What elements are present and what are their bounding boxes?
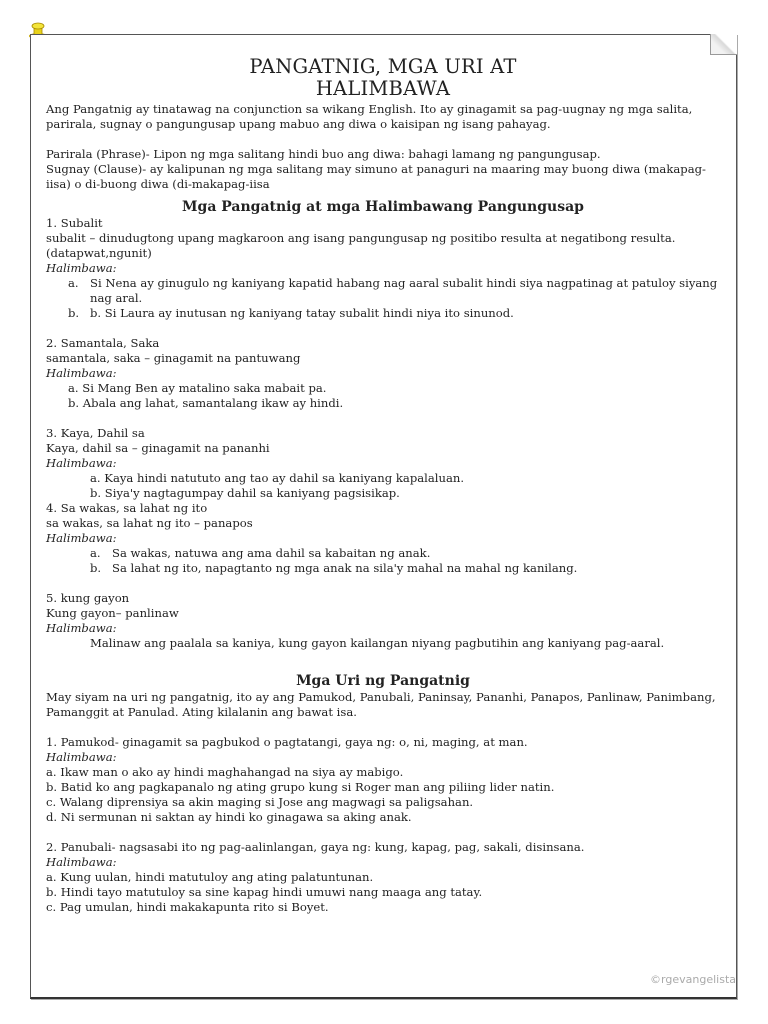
item3-definition: Kaya, dahil sa – ginagamit na pananhi	[46, 441, 270, 455]
pamukod-heading: 1. Pamukod- ginagamit sa pagbukod o pagtatangi, gaya ng: o, ni, maging, at man.	[46, 735, 528, 749]
example-label: Halimbawa:	[46, 750, 117, 764]
title-line1: PANGATNIG, MGA URI AT	[249, 55, 517, 78]
parirala-definition: Parirala (Phrase)- Lipon ng mga salitang hindi buo ang diwa: bahagi lamang ng pangungusap.	[46, 147, 601, 161]
item2-example-b: b. Abala ang lahat, samantalang ikaw ay hindi.	[68, 396, 344, 410]
item3-example-a: a. Kaya hindi natututo ang tao ay dahil sa kaniyang kapalaluan.	[90, 471, 465, 485]
item1-example-b: b. b. Si Laura ay inutusan ng kaniyang tatay subalit hindi niya ito sinunod.	[68, 306, 514, 320]
item3-example-b: b. Siya'y nagtagumpay dahil sa kaniyang pagsisikap.	[90, 486, 400, 500]
panubali-example-c: c. Pag umulan, hindi makakapunta rito si Boyet.	[46, 900, 329, 914]
watermark: ©rgevangelista	[650, 973, 736, 986]
example-label: Halimbawa:	[46, 366, 117, 380]
item5-heading: 5. kung gayon	[46, 591, 130, 605]
panubali-example-b: b. Hindi tayo matutuloy sa sine kapag hindi umuwi nang maaga ang tatay.	[46, 885, 483, 899]
intro-paragraph: Ang Pangatnig ay tinatawag na conjunction sa wikang English. Ito ay ginagamit sa pag-uugnay ng mga salita, parirala, sugnay o pangungusap upang mabuo ang diwa o kaisipan ng isang pahayag.	[46, 102, 693, 131]
example-label: Halimbawa:	[46, 261, 117, 275]
item2-example-a: a. Si Mang Ben ay matalino saka mabait pa.	[68, 381, 327, 395]
item1-example-a: a. Si Nena ay ginugulo ng kaniyang kapatid habang nag aaral subalit hindi siya nagpatinag at patuloy siyang nag aral.	[68, 276, 718, 305]
sugnay-definition: Sugnay (Clause)- ay kalipunan ng mga salitang may simuno at panaguri na maaring may buong diwa (makapag-iisa) o di-buong diwa (di-makapag-iisa	[46, 162, 706, 191]
item3-heading: 3. Kaya, Dahil sa	[46, 426, 145, 440]
item4-heading: 4. Sa wakas, sa lahat ng ito	[46, 501, 208, 515]
item1-heading: 1. Subalit	[46, 216, 103, 230]
example-label: Halimbawa:	[46, 531, 117, 545]
section2-heading: Mga Uri ng Pangatnig	[296, 673, 470, 689]
page-title	[46, 56, 720, 100]
example-label: Halimbawa:	[46, 456, 117, 470]
item2-definition: samantala, saka – ginagamit na pantuwang	[46, 351, 301, 365]
pamukod-example-a: a. Ikaw man o ako ay hindi maghahangad na siya ay mabigo.	[46, 765, 404, 779]
item5-definition: Kung gayon– panlinaw	[46, 606, 179, 620]
section1-heading: Mga Pangatnig at mga Halimbawang Pangungusap	[182, 199, 584, 215]
pamukod-example-c: c. Walang diprensiya sa akin maging si Jose ang magwagi sa paligsahan.	[46, 795, 474, 809]
uri-intro: May siyam na uri ng pangatnig, ito ay ang Pamukod, Panubali, Paninsay, Pananhi, Panapos, Panlinaw, Panimbang, Pamanggit at Panulad. Ating kilalanin ang bawat isa.	[46, 690, 716, 719]
item4-definition: sa wakas, sa lahat ng ito – panapos	[46, 516, 253, 530]
item1-definition: subalit – dinudugtong upang magkaroon ang isang pangungusap ng positibo resulta at negatibong resulta. (datapwat,ngunit)	[46, 231, 676, 260]
example-label: Halimbawa:	[46, 621, 117, 635]
item4-example-b: b. Sa lahat ng ito, napagtanto ng mga anak na sila'y mahal na mahal ng kanilang.	[90, 561, 578, 575]
pamukod-example-d: d. Ni sermunan ni saktan ay hindi ko ginagawa sa aking anak.	[46, 810, 412, 824]
document-content	[46, 56, 720, 915]
example-label: Halimbawa:	[46, 855, 117, 869]
pamukod-example-b: b. Batid ko ang pagkapanalo ng ating grupo kung si Roger man ang piliing lider natin.	[46, 780, 555, 794]
panubali-heading: 2. Panubali- nagsasabi ito ng pag-aalinlangan, gaya ng: kung, kapag, pag, sakali, disinsana.	[46, 840, 585, 854]
panubali-example-a: a. Kung uulan, hindi matutuloy ang ating palatuntunan.	[46, 870, 374, 884]
item5-example: Malinaw ang paalala sa kaniya, kung gayon kailangan niyang pagbutihin ang kaniyang pag-aaral.	[90, 636, 665, 650]
title-line2: HALIMBAWA	[315, 77, 451, 100]
page-curl	[710, 34, 737, 55]
item4-example-a: a. Sa wakas, natuwa ang ama dahil sa kabaitan ng anak.	[90, 546, 431, 560]
item2-heading: 2. Samantala, Saka	[46, 336, 160, 350]
